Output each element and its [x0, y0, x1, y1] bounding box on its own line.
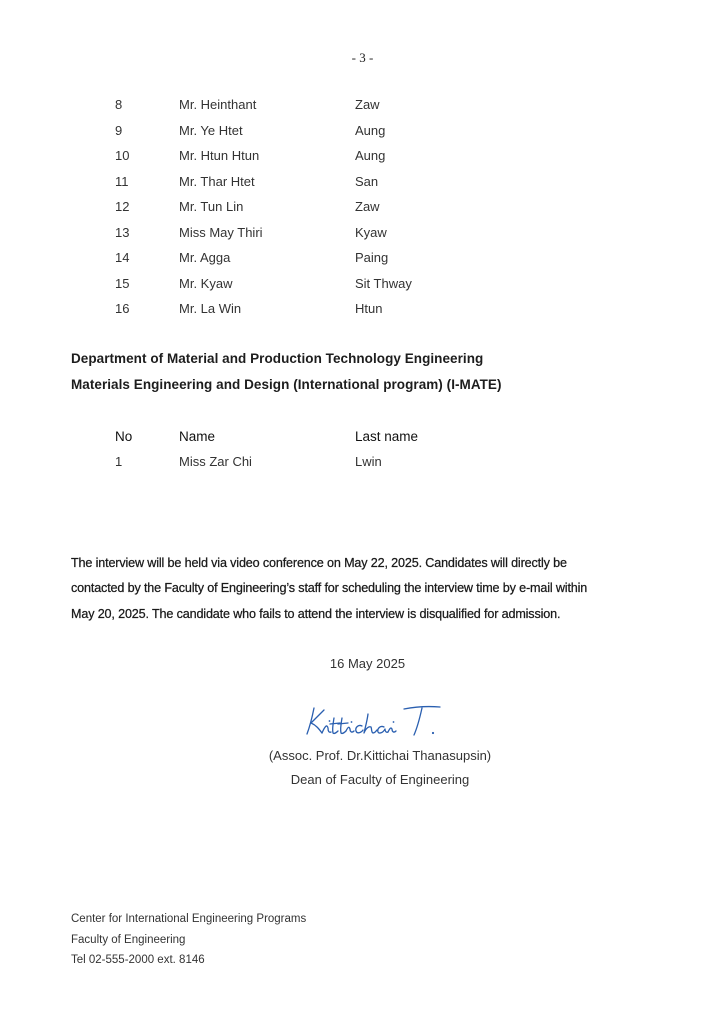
- notice-line: The interview will be held via video conference on May 22, 2025. Candidates will directly be: [71, 556, 567, 570]
- first-name: Mr. Agga: [179, 250, 231, 265]
- last-name: San: [355, 174, 379, 189]
- row-number: 8: [115, 97, 123, 112]
- last-name: Kyaw: [355, 225, 387, 240]
- row-number: 16: [115, 301, 130, 316]
- last-name: Htun: [355, 301, 383, 316]
- table-row: [0, 121, 725, 141]
- last-name: Aung: [355, 123, 386, 138]
- row-number: 1: [115, 454, 123, 469]
- notice-line: contacted by the Faculty of Engineering’s staff for scheduling the interview time by e-mail within: [71, 581, 588, 595]
- row-number: 11: [115, 174, 129, 189]
- first-name: Miss Zar Chi: [179, 454, 252, 469]
- signatory-title: Dean of Faculty of Engineering: [290, 772, 470, 787]
- table-row: [0, 248, 725, 268]
- first-name: Mr. Ye Htet: [179, 123, 243, 138]
- table-row: [0, 274, 725, 294]
- table-row: [0, 197, 725, 217]
- table-row: [0, 172, 725, 192]
- row-number: 9: [115, 123, 123, 138]
- first-name: Mr. La Win: [179, 301, 242, 316]
- last-name: Sit Thway: [355, 276, 412, 291]
- row-number: 10: [115, 148, 130, 163]
- table-row: [0, 452, 725, 472]
- table-row: [0, 223, 725, 243]
- table-row: [0, 299, 725, 319]
- first-name: Mr. Kyaw: [179, 276, 233, 291]
- announcement-date: 16 May 2025: [329, 656, 406, 671]
- last-name: Paing: [355, 250, 389, 265]
- page-number: - 3 -: [351, 50, 374, 65]
- row-number: 14: [115, 250, 130, 265]
- row-number: 12: [115, 199, 130, 214]
- last-name: Lwin: [355, 454, 382, 469]
- handwritten-signature: [300, 700, 460, 744]
- table-row: [0, 95, 725, 115]
- first-name: Mr. Heinthant: [179, 97, 257, 112]
- department-title: Department of Material and Production Technology Engineering: [71, 351, 484, 366]
- table-row: [0, 146, 725, 166]
- first-name: Mr. Tun Lin: [179, 199, 244, 214]
- first-name: Miss May Thiri: [179, 225, 263, 240]
- footer-line: Center for International Engineering Programs: [71, 913, 307, 925]
- last-name: Aung: [355, 148, 386, 163]
- notice-line: May 20, 2025. The candidate who fails to attend the interview is disqualified for admission.: [71, 607, 561, 621]
- last-name: Zaw: [355, 97, 380, 112]
- row-number: 15: [115, 276, 130, 291]
- row-number: 13: [115, 225, 130, 240]
- first-name: Mr. Htun Htun: [179, 148, 260, 163]
- column-header-name: Name: [179, 429, 216, 444]
- signatory-name: (Assoc. Prof. Dr.Kittichai Thanasupsin): [268, 748, 492, 763]
- footer-line: Faculty of Engineering: [71, 934, 186, 946]
- column-header-no: No: [115, 429, 133, 444]
- first-name: Mr. Thar Htet: [179, 174, 255, 189]
- column-header-last-name: Last name: [355, 429, 419, 444]
- table-header: [0, 427, 725, 447]
- program-title: Materials Engineering and Design (International program) (I-MATE): [71, 377, 502, 392]
- last-name: Zaw: [355, 199, 380, 214]
- footer-line: Tel 02-555-2000 ext. 8146: [71, 954, 205, 966]
